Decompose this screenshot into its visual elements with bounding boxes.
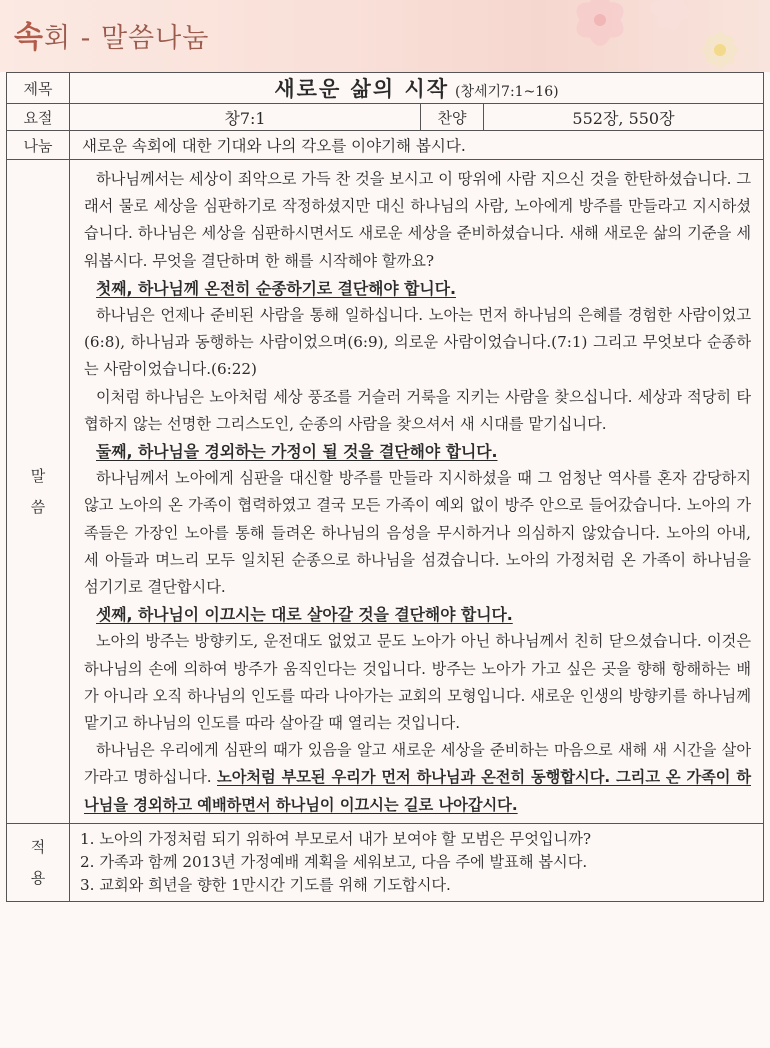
share-prompt: 새로운 속회에 대한 기대와 나의 각오를 이야기해 봅시다. (70, 131, 764, 160)
share-row (7, 131, 764, 160)
application-item: 3. 교회와 희년을 향한 1만시간 기도를 위해 기도합시다. (80, 875, 451, 894)
application-item: 1. 노아의 가정처럼 되기 위하여 부모로서 내가 보여야 할 모범은 무엇입니까? (80, 829, 592, 848)
sermon-sheet (6, 72, 764, 902)
point-three-heading (84, 601, 751, 628)
message-row (7, 160, 764, 824)
closing-text: 하나님은 우리에게 심판의 때가 있음을 알고 새로운 세상을 준비하는 마음으로 새해 새 시간을 살아가라고 명하십니다. (84, 741, 751, 787)
application-label (7, 823, 70, 901)
application-row (7, 823, 764, 901)
header-banner (0, 0, 770, 72)
sermon-title: 새로운 삶의 시작 (274, 77, 450, 101)
point-two-paragraph: 하나님께서 노아에게 심판을 대신할 방주를 만들라 지시하셨을 때 그 엄청난 역사를 혼자 감당하지 않고 노아의 온 가족이 협력하였고 결국 모든 가족이 예외 없이 방주 안으로 들어갔습니다. 노아의 가족들은 가장인 노아를 통해 들려온 하나님의 음성을 무시하거나 의심하지 않았습니다. 노아의 아내, 세 아들과 며느리 모두 일치된 순종으로 하나님을 섬겼습니다. 노아의 가정처럼 온 가족이 하나님을 섬기기로 결단합시다. (84, 469, 751, 597)
verse-label: 요절 (7, 104, 70, 131)
message-label (7, 160, 70, 824)
application-label-top: 적 (30, 838, 46, 857)
application-item: 2. 가족과 함께 2013년 가정예배 계획을 세워보고, 다음 주에 발표해 봅시다. (80, 852, 588, 871)
banner-title-rest: 회 - 말씀나눔 (43, 23, 210, 54)
title-label: 제목 (7, 73, 70, 104)
sermon-reference: (창세기7:1~16) (455, 84, 559, 100)
point-two-heading (84, 438, 751, 465)
hymn-label: 찬양 (421, 104, 484, 131)
application-label-bottom: 용 (30, 869, 46, 888)
flower-decoration-icon (560, 0, 770, 72)
point-two-heading-text: 둘째, 하나님을 경외하는 가정이 될 것을 결단해야 합니다. (96, 442, 498, 462)
verse-row (7, 104, 764, 131)
point-three-paragraph-b (84, 737, 751, 819)
closing-emphasis: 노아처럼 부모된 우리가 먼저 하나님과 온전히 동행합시다. 그리고 온 가족이 하나님을 경외하고 예배하면서 하나님이 이끄시는 길로 나아갑시다. (84, 768, 751, 814)
point-one-paragraph-b: 이처럼 하나님은 노아처럼 세상 풍조를 거슬러 거룩을 지키는 사람을 찾으십니다. 세상과 적당히 타협하지 않는 선명한 그리스도인, 순종의 사람을 찾으셔서 새 시대를 맡기십니다. (84, 387, 751, 433)
title-row (7, 73, 764, 104)
message-body (70, 160, 764, 824)
point-one-heading-text: 첫째, 하나님께 온전히 순종하기로 결단해야 합니다. (96, 278, 456, 298)
banner-title (14, 12, 209, 56)
banner-title-first-char: 속 (14, 20, 44, 55)
point-three-heading-text: 셋째, 하나님이 이끄시는 대로 살아갈 것을 결단해야 합니다. (96, 605, 513, 625)
key-verse: 창7:1 (70, 104, 421, 131)
share-label: 나눔 (7, 131, 70, 160)
intro-paragraph: 하나님께서는 세상이 죄악으로 가득 찬 것을 보시고 이 땅위에 사람 지으신 것을 한탄하셨습니다. 그래서 물로 세상을 심판하기로 작정하셨지만 대신 하나님의 사람, 노아에게 방주를 만들라고 지시하셨습니다. 하나님은 세상을 심판하시면서도 새로운 세상을 준비하셨습니다. 새해 새로운 삶의 기준을 세워봅시다. 무엇을 결단하며 한 해를 시작해야 할까요? (84, 170, 751, 270)
point-three-paragraph-a: 노아의 방주는 방향키도, 운전대도 없었고 문도 노아가 아닌 하나님께서 친히 닫으셨습니다. 이것은 하나님의 손에 의하여 방주가 움직인다는 것입니다. 방주는 노아가 가고 싶은 곳을 향해 항해하는 배가 아니라 오직 하나님의 인도를 따라 나아가는 교회의 모형입니다. 새로운 인생의 방향키를 하나님께 맡기고 하나님의 인도를 따라 살아갈 때 열리는 것입니다. (84, 632, 751, 733)
message-label-bottom: 씀 (30, 498, 46, 517)
point-one-paragraph-a: 하나님은 언제나 준비된 사람을 통해 일하십니다. 노아는 먼저 하나님의 은혜를 경험한 사람이었고(6:8), 하나님과 동행하는 사람이었으며(6:9), 의로운 사람이었습니다.(7:1) 그리고 무엇보다 순종하는 사람이었습니다.(6:22) (84, 306, 751, 379)
message-label-top: 말 (30, 467, 46, 486)
title-cell (70, 73, 764, 104)
application-list (70, 823, 764, 901)
point-one-heading (84, 275, 751, 302)
hymn-numbers: 552장, 550장 (484, 104, 764, 131)
